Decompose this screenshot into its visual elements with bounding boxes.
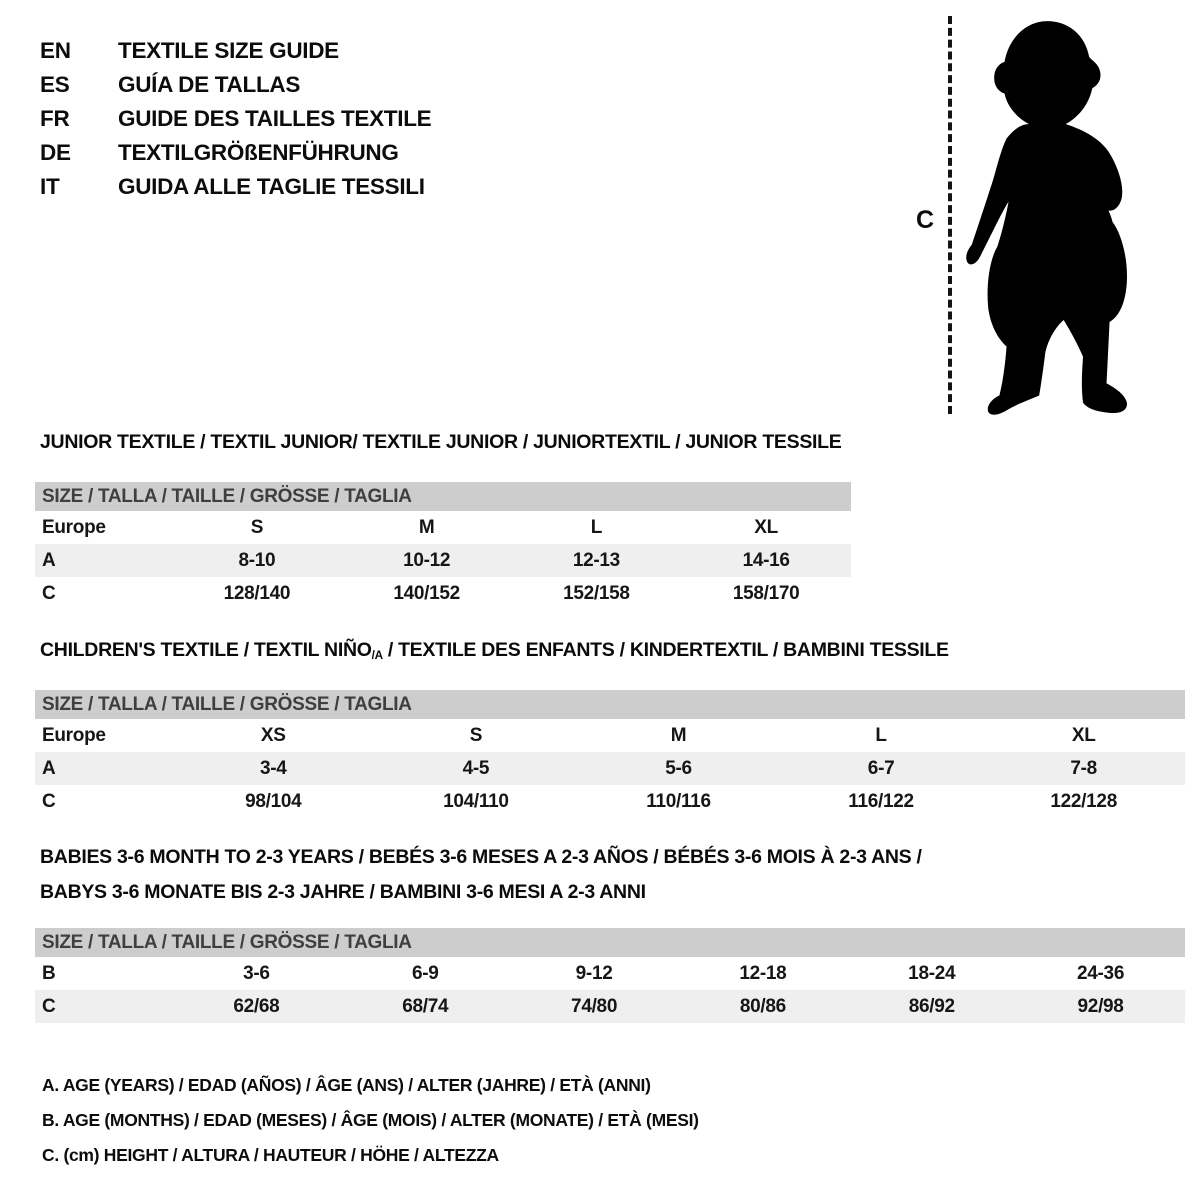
- lang-row-fr: [40, 102, 431, 136]
- legend: [42, 1068, 699, 1173]
- cell: XS: [260, 725, 286, 746]
- height-measure-label: C: [916, 206, 934, 234]
- row-label: C: [42, 583, 56, 604]
- lang-code: ES: [40, 72, 70, 97]
- table-row-height-cm: [35, 785, 1185, 818]
- lang-title: GUÍA DE TALLAS: [118, 72, 301, 97]
- cell: 140/152: [393, 583, 460, 604]
- cell: 5-6: [665, 758, 692, 779]
- cell: 3-6: [243, 963, 270, 984]
- cell: 122/128: [1050, 791, 1117, 812]
- cell: M: [670, 725, 687, 746]
- cell: XL: [1071, 725, 1096, 746]
- lang-title: GUIDA ALLE TAGLIE TESSILI: [118, 174, 425, 199]
- lang-code: DE: [40, 140, 71, 165]
- lang-title: GUIDE DES TAILLES TEXTILE: [118, 106, 432, 131]
- cell: 152/158: [563, 583, 630, 604]
- lang-code: FR: [40, 106, 70, 131]
- row-label: A: [42, 550, 56, 571]
- table-row-age-years: [35, 752, 1185, 785]
- cell: 4-5: [462, 758, 490, 779]
- cell: 74/80: [571, 996, 618, 1017]
- cell: 6-7: [867, 758, 895, 779]
- cell: 12-13: [572, 550, 620, 571]
- lang-row-en: [40, 34, 431, 68]
- cell: 104/110: [443, 791, 509, 812]
- lang-title: TEXTILGRÖßENFÜHRUNG: [118, 140, 399, 165]
- lang-code: IT: [40, 174, 60, 199]
- cell: XL: [754, 517, 778, 538]
- row-label: C: [42, 791, 56, 812]
- cell: 3-4: [260, 758, 287, 779]
- children-size-table: [35, 690, 1185, 818]
- lang-row-it: [40, 170, 431, 204]
- cell: 92/98: [1077, 996, 1124, 1017]
- size-header-bar: SIZE / TALLA / TAILLE / GRÖSSE / TAGLIA: [35, 690, 1185, 719]
- cell: 62/68: [233, 996, 280, 1017]
- babies-section-heading-line2: BABYS 3-6 MONATE BIS 2-3 JAHRE / BAMBINI 3-6 MESI A 2-3 ANNI: [40, 881, 646, 903]
- lang-title: TEXTILE SIZE GUIDE: [118, 38, 339, 63]
- table-row-age-years: [35, 544, 851, 577]
- table-row-height-cm: [35, 577, 851, 610]
- babies-size-table: [35, 928, 1185, 1023]
- junior-section-heading: JUNIOR TEXTILE / TEXTIL JUNIOR/ TEXTILE JUNIOR / JUNIORTEXTIL / JUNIOR TESSILE: [40, 431, 842, 453]
- lang-code: EN: [40, 38, 71, 63]
- lang-row-de: [40, 136, 431, 170]
- cell: S: [469, 725, 483, 746]
- cell: 10-12: [403, 550, 451, 571]
- cell: 7-8: [1070, 758, 1097, 779]
- junior-size-table: [35, 482, 851, 610]
- size-header-bar: SIZE / TALLA / TAILLE / GRÖSSE / TAGLIA: [35, 482, 851, 511]
- babies-section-heading-line1: BABIES 3-6 MONTH TO 2-3 YEARS / BEBÉS 3-6 MESES A 2-3 AÑOS / BÉBÉS 3-6 MOIS À 2-3 ANS /: [40, 846, 922, 868]
- cell: 24-36: [1077, 963, 1125, 984]
- table-row-europe: [35, 719, 1185, 752]
- legend-age-months: B. AGE (MONTHS) / EDAD (MESES) / ÂGE (MOIS) / ALTER (MONATE) / ETÀ (MESI): [42, 1110, 699, 1130]
- language-title-list: [40, 34, 431, 204]
- lang-row-es: [40, 68, 431, 102]
- table-row-europe: [35, 511, 851, 544]
- cell: 98/104: [245, 791, 302, 812]
- cell: 14-16: [742, 550, 790, 571]
- cell: S: [250, 517, 264, 538]
- cell: M: [418, 517, 435, 538]
- row-label: B: [42, 963, 56, 984]
- table-row-height-cm: [35, 990, 1185, 1023]
- cell: 110/116: [646, 791, 711, 812]
- children-section-heading: [40, 639, 949, 662]
- legend-height-cm: C. (cm) HEIGHT / ALTURA / HAUTEUR / HÖHE / ALTEZZA: [42, 1145, 499, 1165]
- size-header-bar: SIZE / TALLA / TAILLE / GRÖSSE / TAGLIA: [35, 928, 1185, 957]
- cell: 116/122: [848, 791, 914, 812]
- cell: 12-18: [739, 963, 787, 984]
- cell: L: [590, 517, 603, 538]
- cell: 128/140: [223, 583, 291, 604]
- row-label: Europe: [42, 517, 106, 538]
- row-label: C: [42, 996, 56, 1017]
- heading-text: CHILDREN'S TEXTILE / TEXTIL NIÑO: [40, 639, 372, 661]
- row-label: A: [42, 758, 56, 779]
- cell: L: [875, 725, 887, 746]
- row-label: Europe: [42, 725, 106, 746]
- cell: 8-10: [238, 550, 276, 571]
- toddler-silhouette-icon: [958, 14, 1153, 422]
- cell: 158/170: [732, 583, 800, 604]
- legend-age-years: A. AGE (YEARS) / EDAD (AÑOS) / ÂGE (ANS) / ALTER (JAHRE) / ETÀ (ANNI): [42, 1075, 651, 1095]
- cell: 9-12: [575, 963, 613, 984]
- heading-subscript: /A: [371, 648, 383, 662]
- cell: 68/74: [402, 996, 449, 1017]
- cell: 80/86: [739, 996, 786, 1017]
- cell: 18-24: [908, 963, 956, 984]
- cell: 6-9: [411, 963, 439, 984]
- cell: 86/92: [908, 996, 955, 1017]
- heading-text: / TEXTILE DES ENFANTS / KINDERTEXTIL / BAMBINI TESSILE: [382, 639, 949, 661]
- height-measure-dashed-line: [948, 16, 952, 414]
- table-row-age-months: [35, 957, 1185, 990]
